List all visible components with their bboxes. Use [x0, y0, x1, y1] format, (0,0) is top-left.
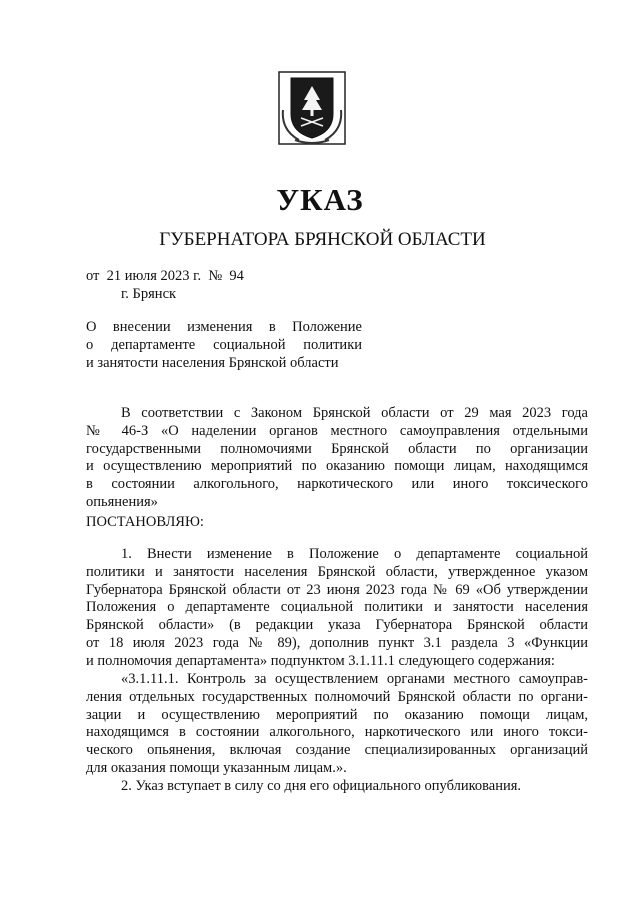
document-title: УКАЗ: [276, 182, 364, 217]
item-1-line: от 18 июля 2023 года № 89), дополнив пункт 3.1 раздела 3 «Функции: [86, 634, 588, 651]
subject-line: и занятости населения Брянской области: [86, 355, 339, 371]
quote-line: зации и осуществлению мероприятий по оказанию помощи лицам,: [86, 706, 588, 723]
preamble-paragraph: [86, 405, 588, 512]
document-date-number: от 21 июля 2023 г. № 94: [86, 268, 244, 284]
quote-line: для оказания помощи указанным лицам.».: [86, 759, 347, 776]
item-1-line: политики и занятости населения Брянской области, утвержденное указом: [86, 563, 588, 580]
quote-line: ческого опьянения, включая создание специализированных организаций: [86, 742, 588, 759]
document-city: г. Брянск: [121, 286, 177, 302]
document-subtitle: ГУБЕРНАТОРА БРЯНСКОЙ ОБЛАСТИ: [159, 229, 486, 250]
subject-line: о департаменте социальной политики: [86, 337, 362, 353]
item-1-line: Брянской области» (в редакции указа Губернатора Брянской области: [86, 617, 588, 634]
item-1-line: Положения о департаменте социальной политики и занятости населения: [86, 599, 588, 616]
quoted-subpoint: [86, 671, 588, 778]
coat-of-arms-icon: [275, 70, 349, 146]
preamble-line: государственными полномочиями Брянской области по организации: [86, 440, 588, 457]
preamble-line: и осуществлению мероприятий по оказанию помощи лицам, находящимся: [86, 458, 588, 475]
quote-line: «3.1.11.1. Контроль за осуществлением органами местного самоуправ-: [121, 671, 588, 687]
preamble-line: опьянения»: [86, 493, 158, 510]
quote-line: находящимся в состоянии алкогольного, наркотического или иного токси-: [86, 724, 588, 741]
document-subject: [86, 318, 362, 372]
quote-line: ления отдельных государственных полномочий Брянской области по органи-: [86, 688, 588, 705]
preamble-line: в состоянии алкогольного, наркотического или иного токсического: [86, 476, 588, 493]
item-2-paragraph: [86, 778, 588, 796]
item-1-line: Губернатора Брянской области от 23 июня 2023 года № 69 «Об утверждении: [86, 581, 588, 598]
item-1-line: 1. Внести изменение в Положение о департаменте социальной: [121, 546, 588, 562]
subject-line: О внесении изменения в Положение: [86, 319, 362, 335]
decree-word: ПОСТАНОВЛЯЮ:: [86, 514, 204, 530]
item-2-line: 2. Указ вступает в силу со дня его официального опубликования.: [121, 778, 522, 794]
preamble-line: В соответствии с Законом Брянской области от 29 мая 2023 года: [121, 405, 588, 421]
item-1-line: и полномочия департамента» подпунктом 3.1.11.1 следующего содержания:: [86, 652, 555, 669]
item-1-paragraph: [86, 546, 588, 671]
preamble-line: № 46-З «О наделении органов местного самоуправления отдельными: [86, 422, 588, 439]
